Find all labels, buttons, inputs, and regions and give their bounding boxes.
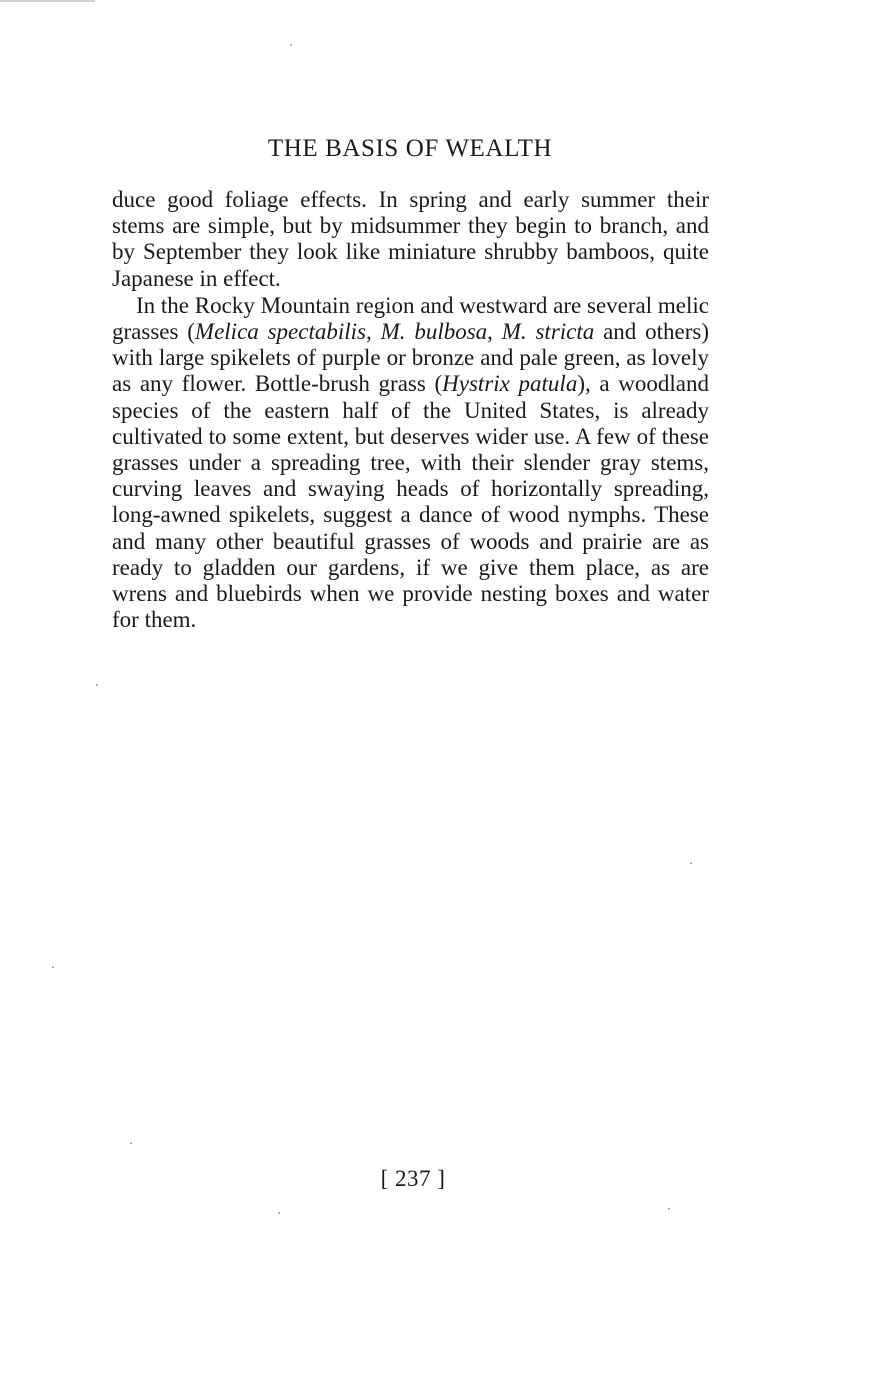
scan-edge-line bbox=[0, 0, 95, 2]
scan-speck bbox=[130, 1142, 132, 1144]
scan-speck bbox=[52, 966, 54, 968]
paragraph-2-text-3: , bbox=[487, 319, 502, 345]
scan-speck bbox=[278, 1212, 280, 1214]
scan-speck bbox=[96, 684, 98, 686]
species-m-bulbosa: M. bulbosa bbox=[380, 319, 488, 345]
paragraph-2-text-1: In the Rocky Mountain region and westward are several melic grasses ( bbox=[112, 292, 709, 345]
species-hystrix-patula: Hystrix patula bbox=[442, 371, 578, 397]
scan-speck bbox=[690, 862, 692, 864]
paragraph-2-text-5: ), a woodland species of the eastern half of the United States, is already cultivated to some extent, but deserves wider use. A few of these grasses under a spreading tree, with their slender gray stems, curving leaves and swaying heads of horizontally spreading, long-awned spikelets, suggest a dance of wood nymphs. These and many other beautiful grasses of woods and prairie are as ready to gladden our gardens, if we give them place, as are wrens and bluebirds when we provide nesting boxes and water for them. bbox=[112, 371, 709, 633]
scan-speck bbox=[290, 44, 292, 46]
species-melica-spectabilis: Melica spectabilis bbox=[194, 319, 366, 345]
paragraph-2-text-2: , bbox=[366, 319, 381, 345]
page-number: [ 237 ] bbox=[380, 1166, 446, 1191]
paragraph-1: duce good foliage effects. In spring and early summer their stems are simple, but by midsummer they begin to branch, and by September they look like miniature shrubby bamboos, quite Japanese in effect. bbox=[112, 187, 709, 291]
scan-speck bbox=[668, 1208, 670, 1210]
paragraph-2 bbox=[112, 293, 709, 634]
running-head: THE BASIS OF WEALTH bbox=[267, 135, 553, 162]
paragraph-2-text-4: and others) with large spikelets of purple or bronze and pale green, as lovely as any flower. Bottle-brush grass ( bbox=[112, 319, 709, 397]
body-text bbox=[112, 187, 709, 633]
species-m-stricta: M. stricta bbox=[501, 319, 595, 345]
